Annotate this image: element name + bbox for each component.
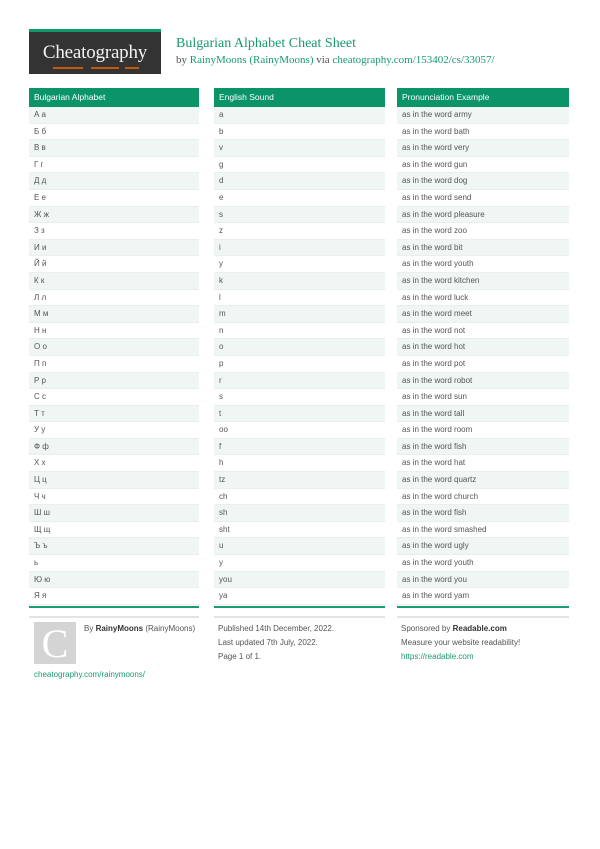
table-row: Р р <box>29 373 199 390</box>
table-row: П п <box>29 356 199 373</box>
column-pronunciation-example <box>397 88 569 608</box>
column-rows <box>29 107 199 605</box>
table-row: y <box>214 256 385 273</box>
author-link[interactable]: RainyMoons (RainyMoons) <box>189 54 314 66</box>
table-row: as in the word quartz <box>397 472 569 489</box>
table-row: as in the word dog <box>397 173 569 190</box>
table-row: as in the word pot <box>397 356 569 373</box>
table-row: s <box>214 207 385 224</box>
author-name-link[interactable]: RainyMoons <box>95 624 144 633</box>
subtitle <box>176 53 495 67</box>
published-date: Published 14th December, 2022. <box>218 624 335 633</box>
table-row: Д д <box>29 173 199 190</box>
table-row: О о <box>29 339 199 356</box>
column-header: Bulgarian Alphabet <box>29 88 199 107</box>
via-text: via <box>313 54 333 66</box>
table-row: as in the word hat <box>397 455 569 472</box>
table-row: oo <box>214 422 385 439</box>
table-row: А а <box>29 107 199 124</box>
table-row: as in the word yam <box>397 588 569 605</box>
table-row: as in the word gun <box>397 157 569 174</box>
table-row: as in the word robot <box>397 373 569 390</box>
page-title[interactable]: Bulgarian Alphabet Cheat Sheet <box>176 36 357 51</box>
footer-divider <box>214 616 385 618</box>
table-row: as in the word bath <box>397 124 569 141</box>
table-row: Х х <box>29 455 199 472</box>
table-row: g <box>214 157 385 174</box>
table-row: Ж ж <box>29 207 199 224</box>
by-prefix: by <box>176 54 190 66</box>
author-handle: (RainyMoons) <box>143 624 196 633</box>
table-row: Т т <box>29 406 199 423</box>
table-row: as in the word bit <box>397 240 569 257</box>
table-row: as in the word youth <box>397 555 569 572</box>
table-row: Г г <box>29 157 199 174</box>
table-row: u <box>214 538 385 555</box>
table-row: Й й <box>29 256 199 273</box>
table-row: as in the word kitchen <box>397 273 569 290</box>
table-row: Я я <box>29 588 199 605</box>
table-row: sht <box>214 522 385 539</box>
page-count: Page 1 of 1. <box>218 652 262 661</box>
table-row: Ф ф <box>29 439 199 456</box>
table-row: as in the word not <box>397 323 569 340</box>
table-row: as in the word fish <box>397 439 569 456</box>
table-row: p <box>214 356 385 373</box>
logo-text: Cheatography <box>42 42 148 63</box>
column-header: Pronunciation Example <box>397 88 569 107</box>
table-row: К к <box>29 273 199 290</box>
table-row: Ч ч <box>29 489 199 506</box>
column-footer-rule <box>29 606 199 608</box>
table-row: y <box>214 555 385 572</box>
table-row: b <box>214 124 385 141</box>
table-row: Ц ц <box>29 472 199 489</box>
column-footer-rule <box>214 606 385 608</box>
table-row: as in the word hot <box>397 339 569 356</box>
table-row: В в <box>29 140 199 157</box>
table-row: d <box>214 173 385 190</box>
table-row: Ю ю <box>29 572 199 589</box>
column-english-sound <box>214 88 385 608</box>
table-row: as in the word very <box>397 140 569 157</box>
logo-underline <box>53 67 83 69</box>
cheatography-logo[interactable] <box>29 29 161 74</box>
table-row: r <box>214 373 385 390</box>
table-row: i <box>214 240 385 257</box>
column-footer-rule <box>397 606 569 608</box>
column-header: English Sound <box>214 88 385 107</box>
column-rows <box>214 107 385 605</box>
table-row: as in the word smashed <box>397 522 569 539</box>
footer-divider <box>397 616 569 618</box>
table-row: as in the word tall <box>397 406 569 423</box>
table-row: as in the word pleasure <box>397 207 569 224</box>
footer-author <box>84 622 195 636</box>
column-rows <box>397 107 569 605</box>
author-avatar[interactable]: C <box>34 622 76 664</box>
table-row: sh <box>214 505 385 522</box>
table-row: as in the word fish <box>397 505 569 522</box>
table-row: Н н <box>29 323 199 340</box>
table-row: as in the word ugly <box>397 538 569 555</box>
sponsor-prefix: Sponsored by <box>401 624 453 633</box>
footer-sponsor <box>401 622 520 664</box>
table-row: h <box>214 455 385 472</box>
table-row: as in the word church <box>397 489 569 506</box>
table-row: as in the word room <box>397 422 569 439</box>
author-profile-link[interactable]: cheatography.com/rainymoons/ <box>34 670 146 679</box>
sponsor-name[interactable]: Readable.com <box>452 624 507 633</box>
table-row: Е е <box>29 190 199 207</box>
table-row: z <box>214 223 385 240</box>
table-row: m <box>214 306 385 323</box>
table-row: Ш ш <box>29 505 199 522</box>
table-row: as in the word send <box>397 190 569 207</box>
table-row: as in the word zoo <box>397 223 569 240</box>
table-row: as in the word you <box>397 572 569 589</box>
table-row: v <box>214 140 385 157</box>
table-row: М м <box>29 306 199 323</box>
footer-dates <box>218 622 334 664</box>
by-label: By <box>84 624 96 633</box>
table-row: k <box>214 273 385 290</box>
table-row: you <box>214 572 385 589</box>
table-row: e <box>214 190 385 207</box>
table-row: as in the word luck <box>397 290 569 307</box>
logo-underline <box>125 67 139 69</box>
title-block <box>176 36 495 67</box>
table-row: ya <box>214 588 385 605</box>
table-row: as in the word youth <box>397 256 569 273</box>
table-row: s <box>214 389 385 406</box>
table-row: ь <box>29 555 199 572</box>
table-row: Щ щ <box>29 522 199 539</box>
table-row: Л л <box>29 290 199 307</box>
table-row: as in the word meet <box>397 306 569 323</box>
sponsor-link[interactable]: https://readable.com <box>401 652 474 661</box>
table-row: Б б <box>29 124 199 141</box>
footer-divider <box>29 616 199 618</box>
column-bulgarian-alphabet <box>29 88 199 608</box>
table-row: t <box>214 406 385 423</box>
table-row: o <box>214 339 385 356</box>
table-row: a <box>214 107 385 124</box>
table-row: f <box>214 439 385 456</box>
table-row: З з <box>29 223 199 240</box>
sheet-url-link[interactable]: cheatography.com/153402/cs/33057/ <box>332 54 495 66</box>
table-row: tz <box>214 472 385 489</box>
table-row: n <box>214 323 385 340</box>
table-row: Ъ ъ <box>29 538 199 555</box>
sponsor-tagline: Measure your website readability! <box>401 638 521 647</box>
table-row: С с <box>29 389 199 406</box>
table-row: as in the word army <box>397 107 569 124</box>
table-row: И и <box>29 240 199 257</box>
table-row: ch <box>214 489 385 506</box>
updated-date: Last updated 7th July, 2022. <box>218 638 318 647</box>
table-row: l <box>214 290 385 307</box>
logo-underline <box>91 67 119 69</box>
table-row: У у <box>29 422 199 439</box>
table-row: as in the word sun <box>397 389 569 406</box>
